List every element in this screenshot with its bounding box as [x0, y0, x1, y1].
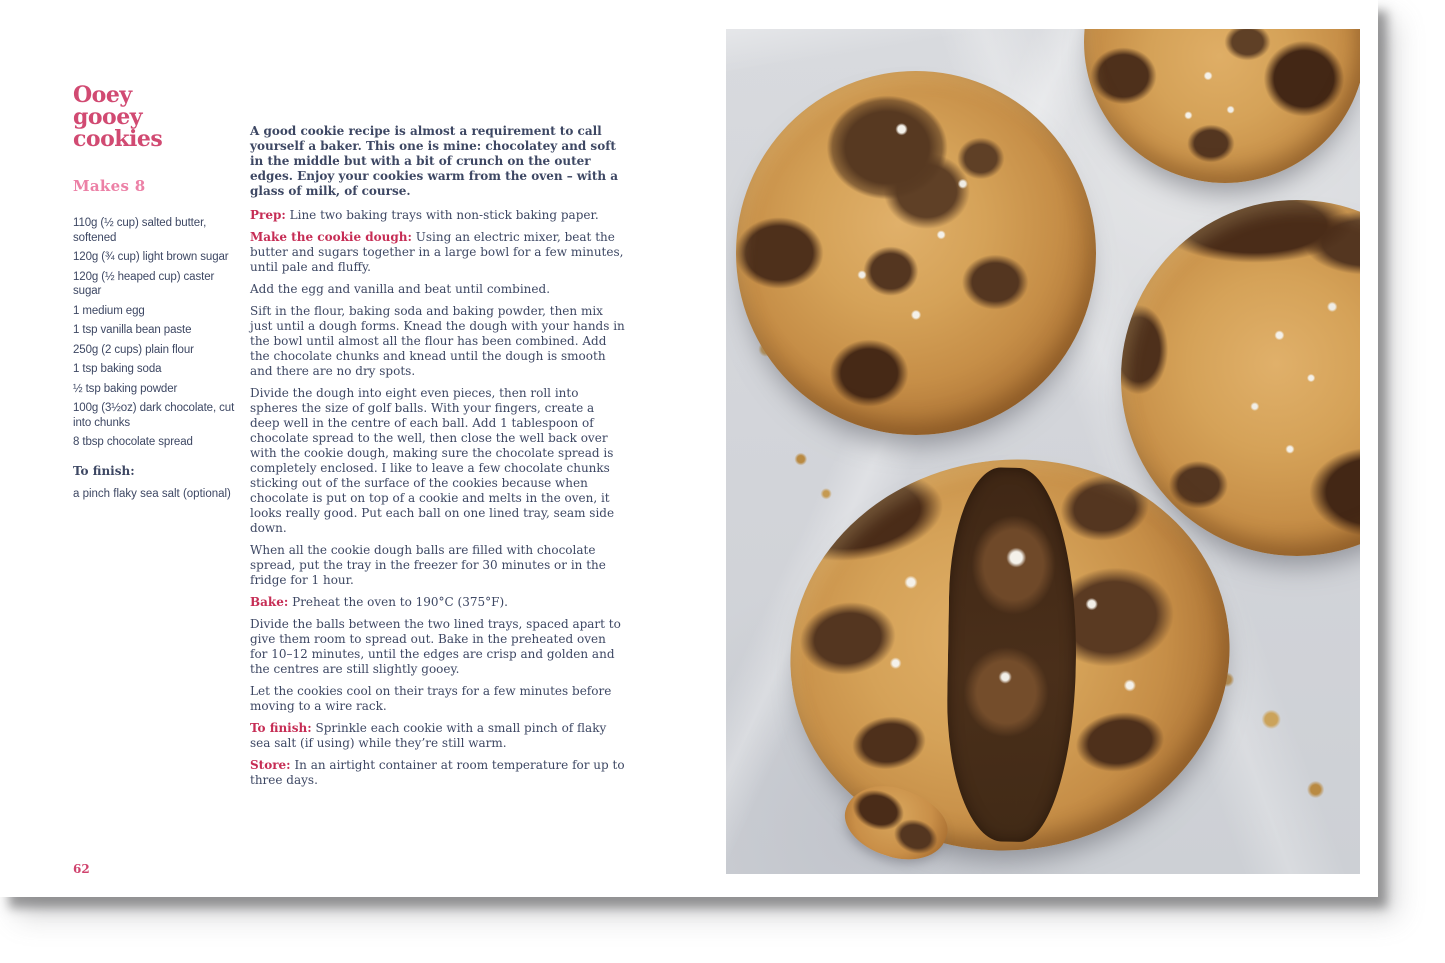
step-text: Sift in the flour, baking soda and baking powder, then mix just until a dough forms. Knead the dough with your hands in the bowl until almost all the flour has been combined. Add the chocolate chunks and knead until the dough is smooth and there are no dry spots. — [250, 304, 625, 378]
step-label: Prep: — [250, 208, 286, 222]
step-label: Make the cookie dough: — [250, 230, 412, 244]
step-text: Sprinkle each cookie with a small pinch of flaky sea salt (if using) while they’re still warm. — [250, 721, 607, 750]
step-prep — [250, 208, 626, 223]
step-make-dough — [250, 230, 626, 275]
step-text: Preheat the oven to 190°C (375°F). — [292, 595, 508, 609]
recipe-yield: Makes 8 — [73, 177, 146, 195]
to-finish-heading: To finish: — [73, 463, 135, 478]
ingredient-item: 8 tbsp chocolate spread — [73, 436, 193, 448]
step-paragraph — [250, 304, 626, 379]
ingredient-item: 100g (3½oz) dark chocolate, cut into chunks — [73, 402, 235, 429]
step-bake — [250, 595, 626, 610]
page-number: 62 — [73, 862, 90, 876]
step-text: When all the cookie dough balls are filled with chocolate spread, put the tray in the freezer for 30 minutes or in the fridge for 1 hour. — [250, 543, 606, 587]
ingredient-item: 1 tsp vanilla bean paste — [73, 324, 192, 336]
to-finish-item: a pinch flaky sea salt (optional) — [73, 487, 231, 500]
step-paragraph — [250, 386, 626, 536]
ingredient-item: ½ tsp baking powder — [73, 382, 178, 395]
step-text: Let the cookies cool on their trays for a few minutes before moving to a wire rack. — [250, 684, 612, 713]
ingredient-item: 250g (2 cups) plain flour — [73, 343, 194, 356]
step-label: Bake: — [250, 595, 289, 609]
title-line-2: gooey — [73, 104, 143, 130]
step-text: In an airtight container at room temperature for up to three days. — [250, 758, 625, 787]
step-text: Line two baking trays with non-stick baking paper. — [289, 208, 599, 222]
ingredients-list — [73, 216, 235, 450]
title-line-1: Ooey — [73, 82, 132, 108]
recipe-sidebar — [73, 84, 235, 501]
ingredient-item: 120g (¾ cup) light brown sugar — [73, 251, 229, 263]
step-text: Divide the dough into eight even pieces, then roll into spheres the size of golf balls. With your fingers, create a deep well in the centre of each ball. Add 1 tablespoon of chocolate spread to the well, then close the well back over with the cookie dough, making sure the chocolate spread is completely enclosed. I like to leave a few chocolate chunks sticking out of the surface of the cookies because when chocolate is put on top of a cookie and melts in the oven, it looks really good. Put each ball on one lined tray, seam side down. — [250, 386, 615, 535]
step-label: Store: — [250, 758, 291, 772]
recipe-intro: A good cookie recipe is almost a requirement to call yourself a baker. This one is mine: chocolatey and soft in the middle but with a bit of crunch on the outer edges. Enjoy your cookies warm from the oven – with a glass of milk, of course. — [250, 124, 619, 198]
step-paragraph — [250, 617, 626, 677]
step-store — [250, 758, 626, 788]
step-finish — [250, 721, 626, 751]
step-text: Add the egg and vanilla and beat until combined. — [250, 282, 551, 296]
recipe-method — [250, 124, 626, 795]
step-paragraph — [250, 684, 626, 714]
step-text: Divide the balls between the two lined trays, spaced apart to give them room to spread out. Bake in the preheated oven for 10–12 minutes, until the edges are crisp and golden and the centres are still slightly gooey. — [250, 617, 621, 676]
step-label: To finish: — [250, 721, 312, 735]
ingredient-item: 120g (½ heaped cup) caster sugar — [73, 270, 215, 297]
cookie-photo — [726, 29, 1360, 874]
step-paragraph — [250, 543, 626, 588]
ingredient-item: 1 medium egg — [73, 304, 145, 317]
step-paragraph — [250, 282, 626, 297]
title-line-3: cookies — [73, 126, 163, 152]
page-title — [73, 84, 235, 150]
ingredient-item: 110g (½ cup) salted butter, softened — [73, 217, 207, 244]
ingredient-item: 1 tsp baking soda — [73, 363, 162, 375]
step-text: Using an electric mixer, beat the butter and sugars together in a large bowl for a few minutes, until pale and fluffy. — [250, 230, 624, 274]
cookie-top-left — [736, 71, 1096, 435]
